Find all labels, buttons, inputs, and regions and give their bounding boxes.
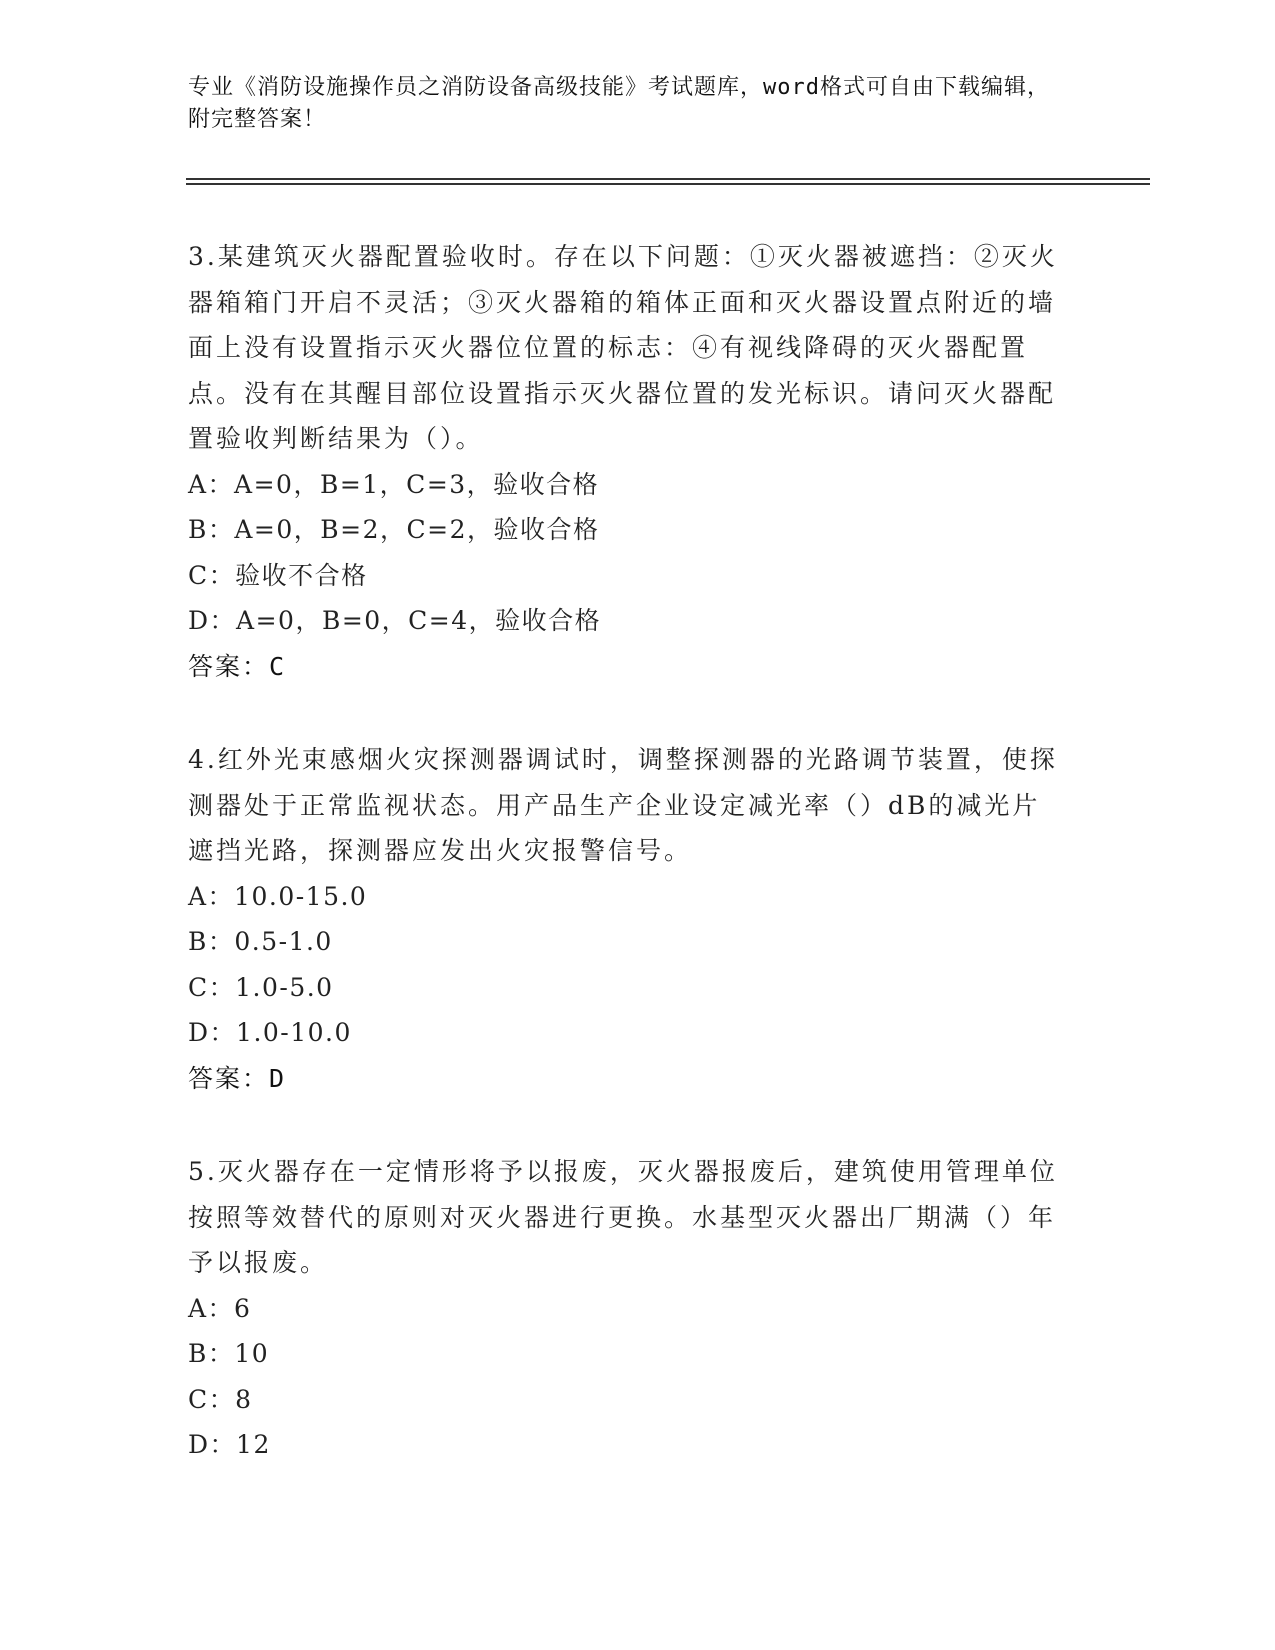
answer: 答案：D <box>188 1063 287 1093</box>
option-b: B：A=0，B=2，C=2，验收合格 <box>188 515 600 544</box>
answer: 答案：C <box>188 651 287 681</box>
option-c: C：验收不合格 <box>188 560 368 590</box>
question-stem: 4.红外光束感烟火灾探测器调试时，调整探测器的光路调节装置，使探测器处于正常监视状态。用产品生产企业设定减光率（）dB的减光片遮挡光路，探测器应发出火灾报警信号。 <box>188 745 1058 865</box>
option-a: A：A=0，B=1，C=3，验收合格 <box>188 469 600 499</box>
option-a: A：10.0-15.0 <box>188 881 368 911</box>
option-d: D：12 <box>188 1430 271 1459</box>
question-list <box>188 234 1068 1516</box>
option-d: D：1.0-10.0 <box>188 1018 352 1047</box>
header-rule-top <box>186 178 1150 180</box>
document-header: 专业《消防设施操作员之消防设备高级技能》考试题库，word格式可自由下载编辑，附完整答案！ <box>188 75 1050 132</box>
option-c: C：8 <box>188 1384 253 1414</box>
option-c: C：1.0-5.0 <box>188 972 334 1002</box>
question-4 <box>188 737 1068 1101</box>
header-rule-bottom <box>186 183 1150 185</box>
question-3 <box>188 234 1068 689</box>
question-stem: 3.某建筑灭火器配置验收时。存在以下问题：①灭火器被遮挡：②灭火器箱箱门开启不灵活；③灭火器箱的箱体正面和灭火器设置点附近的墙面上没有设置指示灭火器位位置的标志：④有视线降碍的灭火器配置点。没有在其醒目部位设置指示灭火器位置的发光标识。请问灭火器配置验收判断结果为（）。 <box>188 242 1058 453</box>
option-b: B：10 <box>188 1339 270 1368</box>
question-5 <box>188 1149 1068 1468</box>
option-d: D：A=0，B=0，C=4，验收合格 <box>188 606 602 635</box>
option-b: B：0.5-1.0 <box>188 927 333 956</box>
question-stem: 5.灭火器存在一定情形将予以报废，灭火器报废后，建筑使用管理单位按照等效替代的原则对灭火器进行更换。水基型灭火器出厂期满（）年予以报废。 <box>188 1157 1058 1277</box>
option-a: A：6 <box>188 1293 252 1323</box>
